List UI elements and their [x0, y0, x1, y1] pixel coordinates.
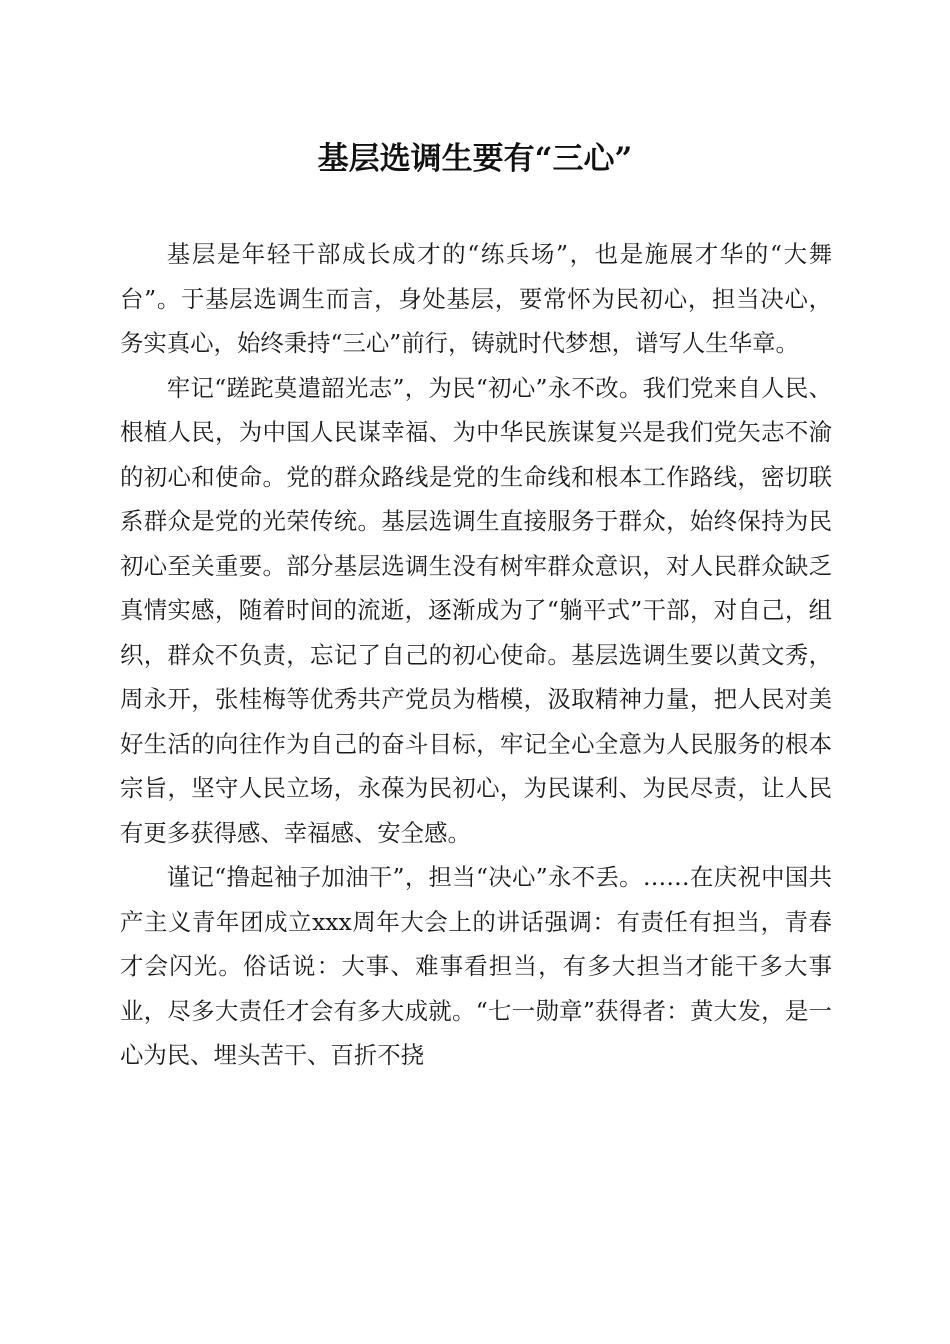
- document-title: 基层选调生要有“三心”: [317, 141, 633, 177]
- paragraph-intro: 基层是年轻干部成长成才的“练兵场”，也是施展才华的“大舞台”。于基层选调生而言，身处基层，要常怀为民初心，担当决心，务实真心，始终秉持“三心”前行，铸就时代梦想，谱写人生华章。: [120, 240, 832, 357]
- paragraph-determination: 谨记“撸起袖子加油干”，担当“决心”永不丢。……在庆祝中国共产主义青年团成立xxx周年大会上的讲话强调：有责任有担当，青春才会闪光。俗话说：大事、难事看担当，有多大担当才能干多大事业，尽多大责任才会有多大成就。“七一勋章”获得者：黄大发，是一心为民、埋头苦干、百折不挠: [120, 863, 832, 1069]
- paragraph-original-aspiration: 牢记“蹉跎莫遣韶光志”，为民“初心”永不改。我们党来自人民、根植人民，为中国人民谋幸福、为中华民族谋复兴是我们党矢志不渝的初心和使命。党的群众路线是党的生命线和根本工作路线，密切联系群众是党的光荣传统。基层选调生直接服务于群众，始终保持为民初心至关重要。部分基层选调生没有树牢群众意识，对人民群众缺乏真情实感，随着时间的流逝，逐渐成为了“躺平式”干部，对自己，组织，群众不负责，忘记了自己的初心使命。基层选调生要以黄文秀，周永开，张桂梅等优秀共产党员为楷模，汲取精神力量，把人民对美好生活的向往作为自己的奋斗目标，牢记全心全意为人民服务的根本宗旨，坚守人民立场，永葆为民初心，为民谋利、为民尽责，让人民有更多获得感、幸福感、安全感。: [120, 373, 832, 847]
- document-body: [120, 232, 832, 1078]
